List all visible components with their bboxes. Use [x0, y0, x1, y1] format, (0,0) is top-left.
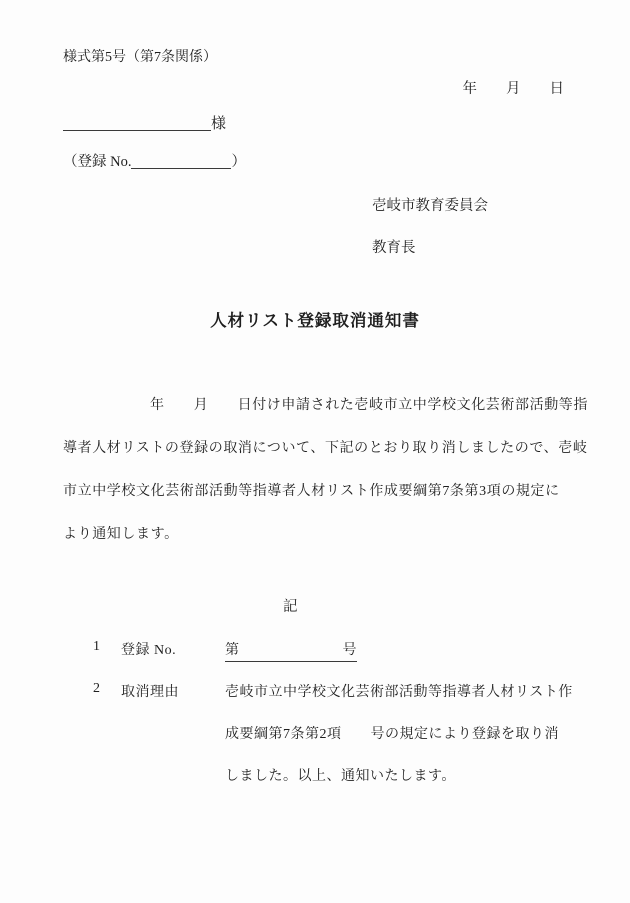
- record-marker: 記: [283, 599, 298, 615]
- form-number: 様式第5号（第7条関係）: [63, 50, 217, 65]
- body-line-3: 市立中学校文化芸術部活動等指導者人材リスト作成要綱第7条第3項の規定に: [63, 484, 560, 499]
- registration-number-prefix: 第: [225, 643, 240, 658]
- date-line: 年 月 日: [462, 81, 564, 97]
- item2-number: 2: [93, 681, 100, 696]
- item1-number: 1: [93, 639, 100, 654]
- addressee-blank-field: [63, 114, 211, 131]
- body-line-1: 年 月 日付け申請された壱岐市立中学校文化芸術部活動等指: [150, 398, 588, 413]
- sender-organization: 壱岐市教育委員会: [372, 198, 488, 214]
- body-line-4: より通知します。: [63, 527, 179, 542]
- item2-label: 取消理由: [121, 685, 179, 700]
- registration-blank-field: [131, 154, 231, 169]
- item1-label: 登録 No.: [121, 643, 177, 658]
- sender-title: 教育長: [372, 240, 416, 256]
- addressee-line: [63, 114, 226, 134]
- registration-number-suffix: 号: [342, 643, 357, 658]
- item2-line-1: 壱岐市立中学校文化芸術部活動等指導者人材リスト作: [225, 685, 573, 700]
- registration-no-line: [63, 152, 246, 172]
- registration-close-paren: ）: [231, 154, 246, 170]
- body-line-2: 導者人材リストの登録の取消について、下記のとおり取り消しましたので、壱岐: [63, 441, 588, 456]
- registration-label: （登録 No.: [63, 154, 132, 170]
- item1-value: [225, 639, 357, 662]
- item2-line-2: 成要綱第7条第2項 号の規定により登録を取り消: [225, 727, 559, 742]
- item2-line-3: しました。以上、通知いたします。: [225, 769, 456, 784]
- addressee-honorific: 様: [211, 116, 227, 132]
- document-title: 人材リスト登録取消通知書: [210, 311, 420, 330]
- registration-number-blank-field: [225, 639, 357, 662]
